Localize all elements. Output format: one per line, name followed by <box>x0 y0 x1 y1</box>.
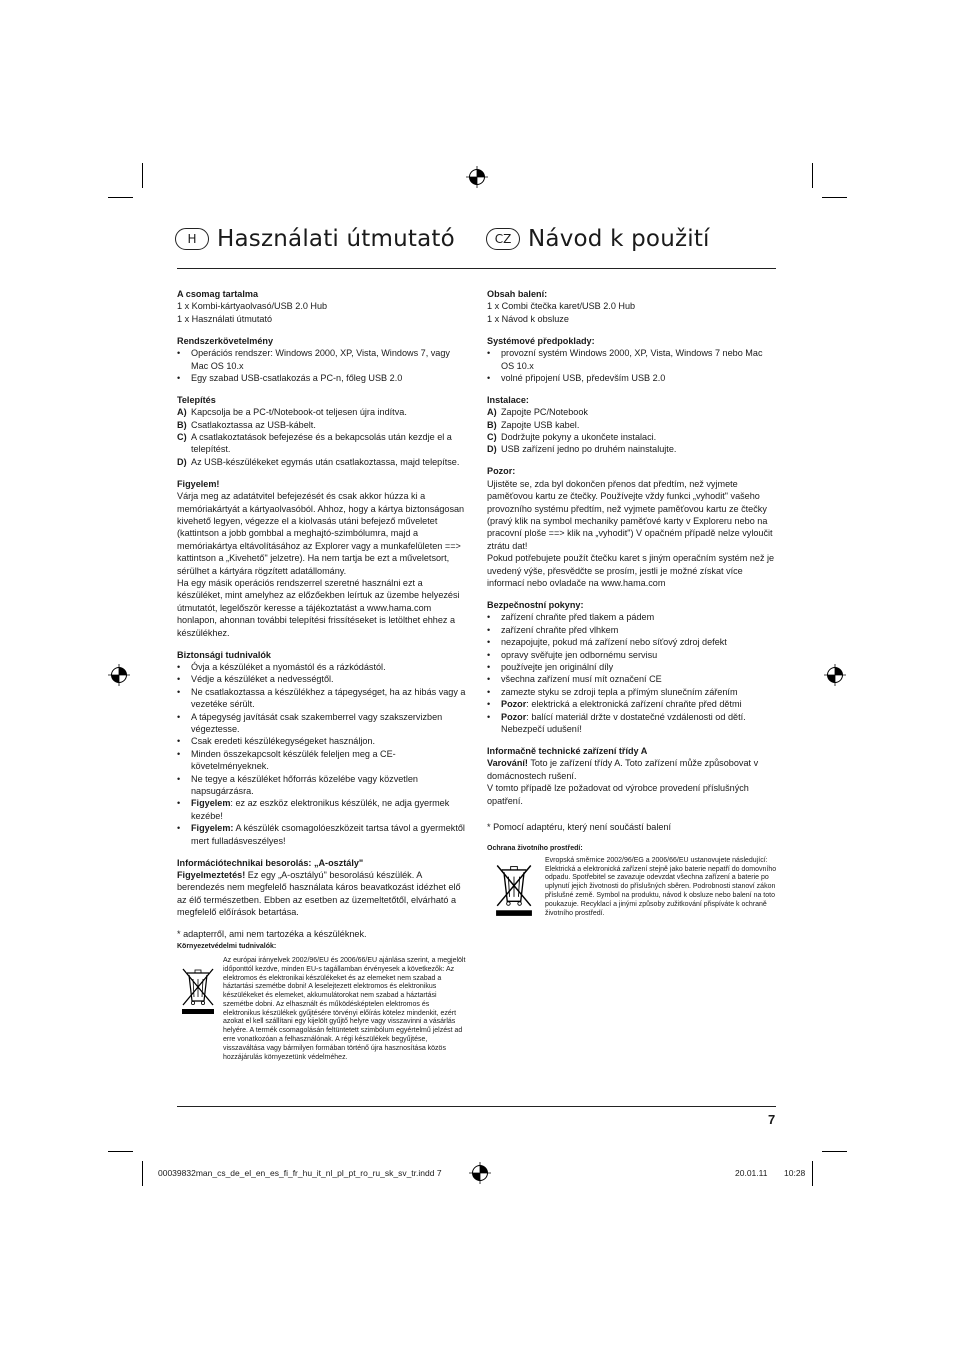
list-item: • nezapojujte, pokud má zařízení nebo síťový zdroj defekt <box>487 637 727 648</box>
crop-mark <box>108 197 133 198</box>
package-line: 1 x Használati útmutató <box>177 313 273 324</box>
registration-mark-icon <box>108 664 130 686</box>
class-a-section <box>177 857 467 919</box>
slug-time: 10:28 <box>784 1168 806 1178</box>
crop-mark <box>812 1161 813 1186</box>
page-number: 7 <box>768 1112 776 1127</box>
crop-mark <box>142 1161 143 1186</box>
warning-section <box>177 478 467 639</box>
list-item: C) Dodržujte pokyny a ukončete instalaci. <box>487 432 657 443</box>
header-rule <box>177 268 776 269</box>
section-heading: Obsah balení: <box>487 289 548 299</box>
list-item: • Óvja a készüléket a nyomástól és a rázkódástól. <box>177 661 386 672</box>
page-title: Návod k použití <box>528 226 710 252</box>
list-item: • zařízení chraňte před tlakem a pádem <box>487 612 655 623</box>
paragraph: Pokud potřebujete použít čtečku karet s jiným operačním systém než je uvedený výše, přesvědčte se prosím, jestli je možné získat více informací nebo ovladače na www.hama.com <box>487 553 775 589</box>
list-item: • Operációs rendszer: Windows 2000, XP, Vista, Windows 7, vagy Mac OS 10.x <box>177 348 450 371</box>
column-hungarian <box>177 288 467 1062</box>
paragraph: V tomto případě lze požadovat od výrobce provedení příslušných opatření. <box>487 783 749 806</box>
crop-mark <box>812 163 813 188</box>
section-heading: Systémové předpoklady: <box>487 335 595 346</box>
list-item: • Ne tegye a készüléket hőforrás közelébe vagy közvetlen napsugárzásra. <box>177 773 418 797</box>
crop-mark <box>108 1151 133 1152</box>
warning-section <box>487 465 777 589</box>
package-section <box>487 288 777 325</box>
header-czech <box>486 226 710 252</box>
list-item: D) USB zařízení jedno po druhém nainstalujte. <box>487 444 677 455</box>
list-item: • opravy svěřujte jen odbornému servisu <box>487 649 658 660</box>
list-item: A) Zapojte PC/Notebook <box>487 407 588 418</box>
crop-mark <box>142 163 143 188</box>
env-text: Evropská směrnice 2002/96/EG a 2006/66/EU ustanovujete následující: Elektrická a elektronická zařízení stejně jako baterie nepatří do domovního odpadu. Spotřebitel se zavazuje odevzdat všechna zařízení a baterie po uplynutí jejich životnosti do příslušných sběren. Podrobnosti stanoví zákon příslušné země. Symbol na produktu, návod k obsluze nebo balení na toto poukazuje. Recyklací a jinými způsoby zužitkování přispíváte k ochraně životního prostředí. <box>545 856 777 917</box>
section-heading: Pozor: <box>487 466 516 477</box>
list-item: • zamezte styku se zdroji tepla a přímým slunečním zářením <box>487 686 738 697</box>
list-item: • používejte jen originální díly <box>487 661 614 672</box>
list-item: • všechna zařízení musí mít označení CE <box>487 674 662 685</box>
paragraph: Várja meg az adatátvitel befejezését és csak akkor húzza ki a memóriakártyát a kártyaolvasóból. Ahhoz, hogy a kártya biztonságosan kivehető legyen, végezze el a kiolvasás utáni befejező műveletet (kattintson a jobb gombbal a meghajtó-szimbólumra, majd a memóriakártya eltávolításához az Explorer vagy a munkafelületen ==> kattintson a „Kivehető" jelzetre). Ha nem tartja be ezt a műveletsort, sérülhet a kártyára rögzített adatállomány. <box>177 491 465 576</box>
weee-bin-icon <box>487 861 541 917</box>
safety-section <box>177 649 467 848</box>
env-notice <box>487 857 777 919</box>
section-heading: Bezpečnostní pokyny: <box>487 599 584 610</box>
safety-section <box>487 599 777 735</box>
list-item: • zařízení chraňte před vlhkem <box>487 624 619 635</box>
list-item: • volné připojení USB, především USB 2.0 <box>487 372 666 383</box>
list-item: • A tápegység javítását csak szakemberrel vagy szakszervizben végeztesse. <box>177 711 443 734</box>
section-heading: A csomag tartalma <box>177 289 259 299</box>
section-heading: Instalace: <box>487 394 529 405</box>
list-item: C) A csatlakoztatások befejezése és a bekapcsolás után kezdje el a telepítést. <box>177 432 452 455</box>
crop-mark <box>822 1151 847 1152</box>
list-item: D) Az USB-készülékeket egymás után csatlakoztassa, majd telepítse. <box>177 456 460 467</box>
list-item: B) Zapojte USB kabel. <box>487 419 580 430</box>
header-hungarian <box>175 226 455 252</box>
paragraph: Varování! Toto je zařízení třídy A. Toto zařízení může způsobovat v domácnostech rušení. <box>487 758 759 781</box>
install-section <box>487 394 777 456</box>
crop-mark <box>822 197 847 198</box>
list-item: • Ne csatlakoztassa a készülékhez a tápegységet, ha az hibás vagy a vezetéke sérült. <box>177 686 466 710</box>
list-item: • Pozor: balící materiál držte v dostatečné vzdálenosti od dětí. Nebezpečí udušení! <box>487 711 746 734</box>
list-item: • provozní systém Windows 2000, XP, Vista, Windows 7 nebo Mac OS 10.x <box>487 348 763 371</box>
list-item: • Egy szabad USB-csatlakozás a PC-n, főleg USB 2.0 <box>177 372 403 383</box>
registration-mark-icon <box>469 1162 491 1184</box>
section-heading: Informačně technické zařízení třídy A <box>487 745 648 756</box>
list-item: • Csak eredeti készülékegységeket használjon. <box>177 736 376 747</box>
section-heading: Információtechnikai besorolás: „A-osztály" <box>177 857 364 868</box>
package-line: 1 x Combi čtečka karet/USB 2.0 Hub <box>487 301 636 312</box>
slug-date: 20.01.11 <box>735 1168 768 1178</box>
registration-mark-icon <box>466 166 488 188</box>
paragraph: Ujistěte se, zda byl dokončen přenos dat předtím, než vyjmete paměťovou kartu ze čtečky. Používejte vždy funkci „vyhodit" vašeho provozního systému předtím, než vyjmete paměťovou kartu ze čtečky (pravý klik na symbol mechaniky paměťové karty v Exploreru nebo na pracovní ploše ==> klik na „vyhodit") V opačném případě nelze vyloučit ztrátu dat! <box>487 478 773 551</box>
list-item: • Figyelem: ez az eszköz elektronikus készülék, ne adja gyermek kezébe! <box>177 798 450 821</box>
package-line: 1 x Kombi-kártyaolvasó/USB 2.0 Hub <box>177 301 328 312</box>
env-notice <box>177 957 467 1063</box>
install-section <box>177 394 467 468</box>
env-text: Az európai irányelvek 2002/96/EU és 2006/66/EU ajánlása szerint, a megjelölt időponttól kezdve, minden EU-s tagállamban érvényesek a következők: Az elektromos és elektronikai készülékeket és az elemeket nem szabad a háztartási szemétbe dobni! A leselejtezett elektromos és elektronikus készülékeket és elemeket, akkumulátorokat nem szabad a háztartási szemétbe dobni. Az elhasznált és működésképtelen elektromos és elektronikus készülékek gyűjtésére törvényi előírás kötelez mindenkit, ezért azokat el kell szállítani egy kijelölt gyűjtő helyre vagy visszavinni a vásárlás helyére. A termék csomagolásán feltüntetett szimbólum egyértelmű jelzést ad erre vonatkozóan a felhasználónak. A régi készülékek begyűjtése, visszaváltása vagy bármilyen formában történő újra hasznosítása közös hozzájárulás környezetünk védelméhez. <box>223 956 466 1061</box>
section-heading: Telepítés <box>177 394 216 405</box>
registration-mark-icon <box>824 664 846 686</box>
requirements-section <box>487 335 777 385</box>
list-item: B) Csatlakoztassa az USB-kábelt. <box>177 419 316 430</box>
requirements-section <box>177 335 467 385</box>
package-line: 1 x Návod k obsluze <box>487 313 569 324</box>
list-item: • Pozor: elektrická a elektronická zařízení chraňte před dětmi <box>487 699 742 710</box>
paragraph: Ha egy másik operációs rendszerrel szeretné használni ezt a készüléket, mint amelyhez az előzőekben leírtuk az üzembe helyezési útmutatót, legelőször keresse a tájékoztatást a www.hama.com honlapon, ahonnan további telepítési frissítéseket is letölthet ehhez a készülékhez. <box>177 578 460 638</box>
list-item: • Minden összekapcsolt készülék feleljen meg a CE-követelményeknek. <box>177 748 396 772</box>
list-item: • Figyelem: A készülék csomagolóeszközeit tartsa távol a gyermektől mert fulladásveszélyes! <box>177 823 465 846</box>
list-item: A) Kapcsolja be a PC-t/Notebook-ot teljesen újra indítva. <box>177 407 407 418</box>
section-heading: Rendszerkövetelmény <box>177 335 274 346</box>
footer-rule <box>177 1106 776 1107</box>
language-badge: CZ <box>486 228 520 250</box>
footnote: * Pomocí adaptéru, který není součástí balení <box>487 821 672 832</box>
paragraph: Figyelmeztetés! Ez egy „A-osztályú" besorolású készülék. A berendezés nem megfelelő használata káros beavatkozást idézhet elő az élő természetben. Ebben az esetben az üzemeltetőtől, elvárható a megfelelő előírások betartása. <box>177 869 461 918</box>
footnote: * adapterről, ami nem tartozéka a készüléknek. <box>177 929 367 940</box>
file-slug: 00039832man_cs_de_el_en_es_fi_fr_hu_it_nl_pl_pt_ro_ru_sk_sv_tr.indd 7 <box>158 1168 442 1178</box>
section-heading: Figyelem! <box>177 478 220 489</box>
list-item: • Védje a készüléket a nedvességtől. <box>177 674 334 685</box>
section-heading: Biztonsági tudnivalók <box>177 649 271 660</box>
package-section <box>177 288 467 325</box>
weee-bin-icon <box>177 965 219 1015</box>
env-heading: Környezetvédelmi tudnivalók: <box>177 942 277 950</box>
env-heading: Ochrana životního prostředí: <box>487 845 583 853</box>
class-a-section <box>487 745 777 807</box>
column-czech <box>487 288 777 918</box>
page-title: Használati útmutató <box>217 226 455 252</box>
language-badge: H <box>175 228 209 250</box>
